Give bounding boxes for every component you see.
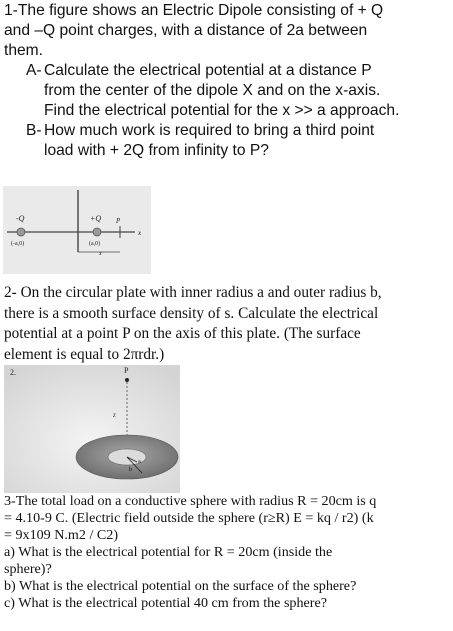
question-3 — [4, 493, 450, 612]
q1-part-b-tag: B- — [26, 122, 42, 139]
positive-charge-coordinate: (a,0) — [89, 241, 101, 247]
question-1 — [4, 1, 450, 161]
q3-line: sphere)? — [4, 561, 52, 577]
q1-part-a-tag: A- — [26, 62, 42, 79]
annulus-figure — [4, 365, 180, 493]
inner-radius-label: a — [138, 458, 141, 465]
q1-part-a-line: Find the electrical potential for the x >> a approach. — [44, 102, 400, 119]
q2-line: there is a smooth surface density of s. Calculate the electrical — [4, 304, 379, 322]
positive-charge-label: +Q — [90, 214, 102, 223]
q3-line: a) What is the electrical potential for R = 20cm (inside the — [4, 544, 333, 560]
q2-line: element is equal to 2πrdr.) — [4, 345, 165, 363]
figure-number: 2. — [10, 368, 16, 377]
q3-line: 3-The total load on a conductive sphere with radius R = 20cm is q — [4, 493, 377, 509]
q1-part-b-line: How much work is required to bring a third point — [44, 122, 375, 139]
q1-part-a-line: Calculate the electrical potential at a distance P — [44, 62, 372, 79]
q1-intro-line: them. — [4, 42, 43, 59]
q1-part-b-line: load with + 2Q from infinity to P? — [44, 142, 269, 159]
q1-intro-line: and –Q point charges, with a distance of 2a between — [4, 22, 368, 39]
q1-part-a — [4, 61, 450, 121]
outer-radius-label: b — [129, 466, 133, 473]
q3-line: = 4.10-9 C. (Electric field outside the sphere (r≥R) E = kq / r2) (k — [4, 510, 374, 526]
positive-charge-dot — [93, 228, 101, 236]
q1-part-b — [4, 121, 450, 161]
negative-charge-label: -Q — [16, 214, 25, 223]
point-p-label: P — [116, 217, 121, 225]
q2-line: 2- On the circular plate with inner radius a and outer radius b, — [4, 284, 382, 301]
q3-line: = 9x109 N.m2 / C2) — [4, 527, 119, 543]
dipole-figure-background — [3, 186, 151, 274]
dipole-figure — [3, 186, 151, 274]
q3-line: c) What is the electrical potential 40 cm from the sphere? — [4, 595, 327, 611]
negative-charge-dot — [17, 228, 25, 236]
point-p-dot — [125, 378, 129, 382]
negative-charge-coordinate: (-a,0) — [11, 241, 25, 247]
x-axis-label: x — [138, 229, 142, 237]
q1-part-a-line: from the center of the dipole X and on the x-axis. — [44, 82, 381, 99]
q3-line: b) What is the electrical potential on the surface of the sphere? — [4, 578, 357, 594]
distance-x-label: x — [99, 251, 102, 257]
question-2 — [4, 283, 450, 365]
z-axis-label: z — [113, 411, 116, 419]
q2-line: potential at a point P on the axis of this plate. (The surface — [4, 325, 361, 342]
point-p-label: P — [124, 366, 129, 375]
q1-intro-line: 1-The figure shows an Electric Dipole consisting of + Q — [4, 2, 384, 19]
